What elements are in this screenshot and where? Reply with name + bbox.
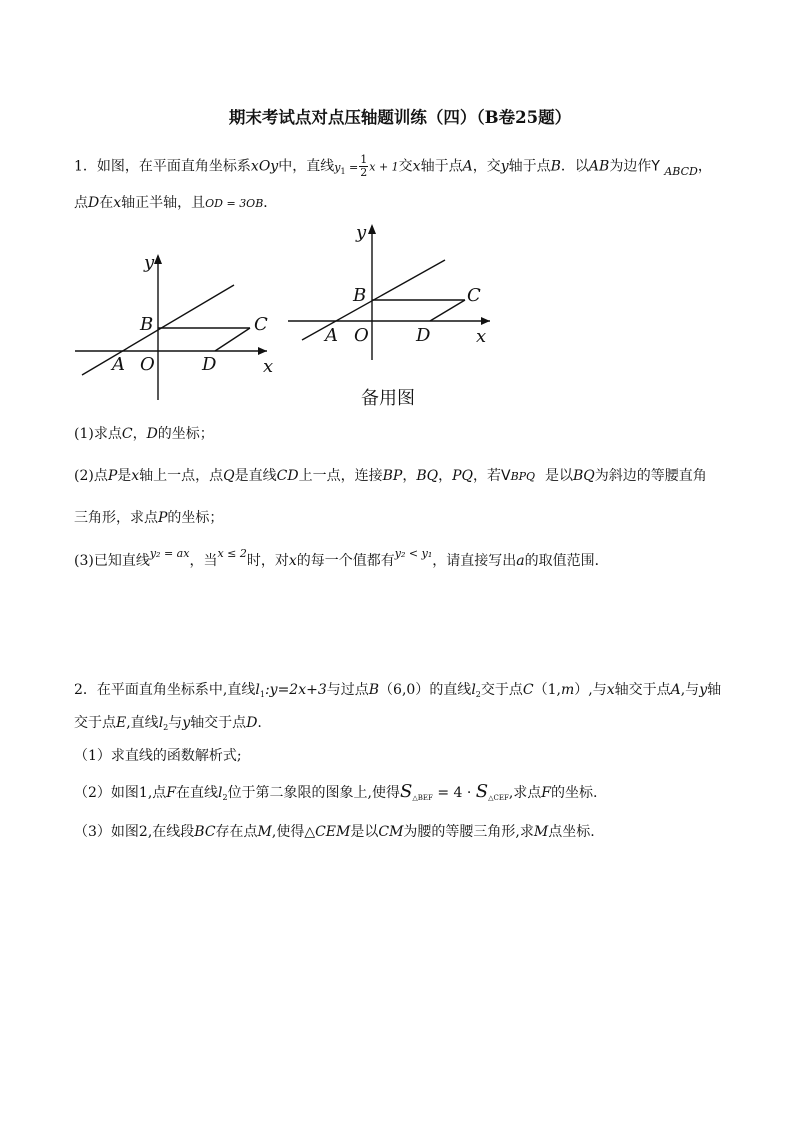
triangle-symbol: V (500, 468, 511, 484)
q2-sub2: （2）如图1,点F在直线$l_2$位于第二象限的图象上,使得$S_{\triangle BEF} = 4 \cdot S_{\triangle CEF}$,求点F的坐标. (74, 781, 598, 802)
q1-line2: 点D在x轴正半轴，且OD = 3OB． (74, 195, 278, 211)
label-D-2: D (416, 325, 431, 346)
figure-caption: 备用图 (361, 388, 415, 409)
q1-figure (70, 220, 500, 410)
parallelogram-symbol: Y (651, 158, 660, 175)
label-A: A (112, 354, 125, 375)
label-x: x (263, 356, 274, 377)
q2-sub3: （3）如图2,在线段BC存在点M,使得△CEM是以CM为腰的等腰三角形,求M点坐标. (74, 824, 595, 840)
q1-sub2: (2)点P是x轴上一点，点Q是直线CD上一点，连接BP，BQ，PQ，若 VBPQ 是以BQ为斜边的等腰直角 (74, 468, 707, 484)
label-D: D (202, 354, 217, 375)
label-C-2: C (467, 285, 481, 306)
fraction: $\frac{1}{2}$ (360, 153, 368, 179)
page-title: 期末考试点对点压轴题训练（四）（B卷25题） (228, 108, 572, 127)
figure-backup (288, 222, 490, 409)
q1-sub2-line2: 三角形，求点P的坐标； (74, 510, 224, 526)
q2-line2: 交于点E,直线$l_2$与y轴交于点D. (74, 715, 262, 732)
label-x-2: x (476, 326, 487, 347)
figure-main (75, 252, 273, 400)
label-O: O (140, 354, 155, 375)
label-C: C (254, 314, 268, 335)
label-A-2: A (325, 325, 338, 346)
label-y-2: y (356, 222, 367, 243)
label-B-2: B (353, 285, 367, 306)
label-y: y (144, 252, 155, 273)
q1-line1: 1．如图，在平面直角坐标系xOy中，直线$y_1$ = $\frac{1}{2}$ x + 1交x轴于点A，交y轴于点B．以AB为边作Y $_{ABCD}$， (74, 153, 712, 179)
label-O-2: O (354, 325, 369, 346)
q1-sub1: (1)求点C，D的坐标； (74, 426, 214, 442)
q2-line1: 2．在平面直角坐标系中,直线$l_1:y=2x+3$与过点B（6,0）的直线$l_2$交于点C（1,m）,与x轴交于点A,与y轴 (74, 682, 722, 699)
q1-sub3: (3)已知直线y₂ = ax，当x ≤ 2时，对x的每一个值都有y₂ < y₁，请直接写出a的取值范围． (74, 547, 609, 569)
label-B: B (140, 314, 154, 335)
q2-sub1: （1）求直线的函数解析式; (74, 748, 242, 764)
